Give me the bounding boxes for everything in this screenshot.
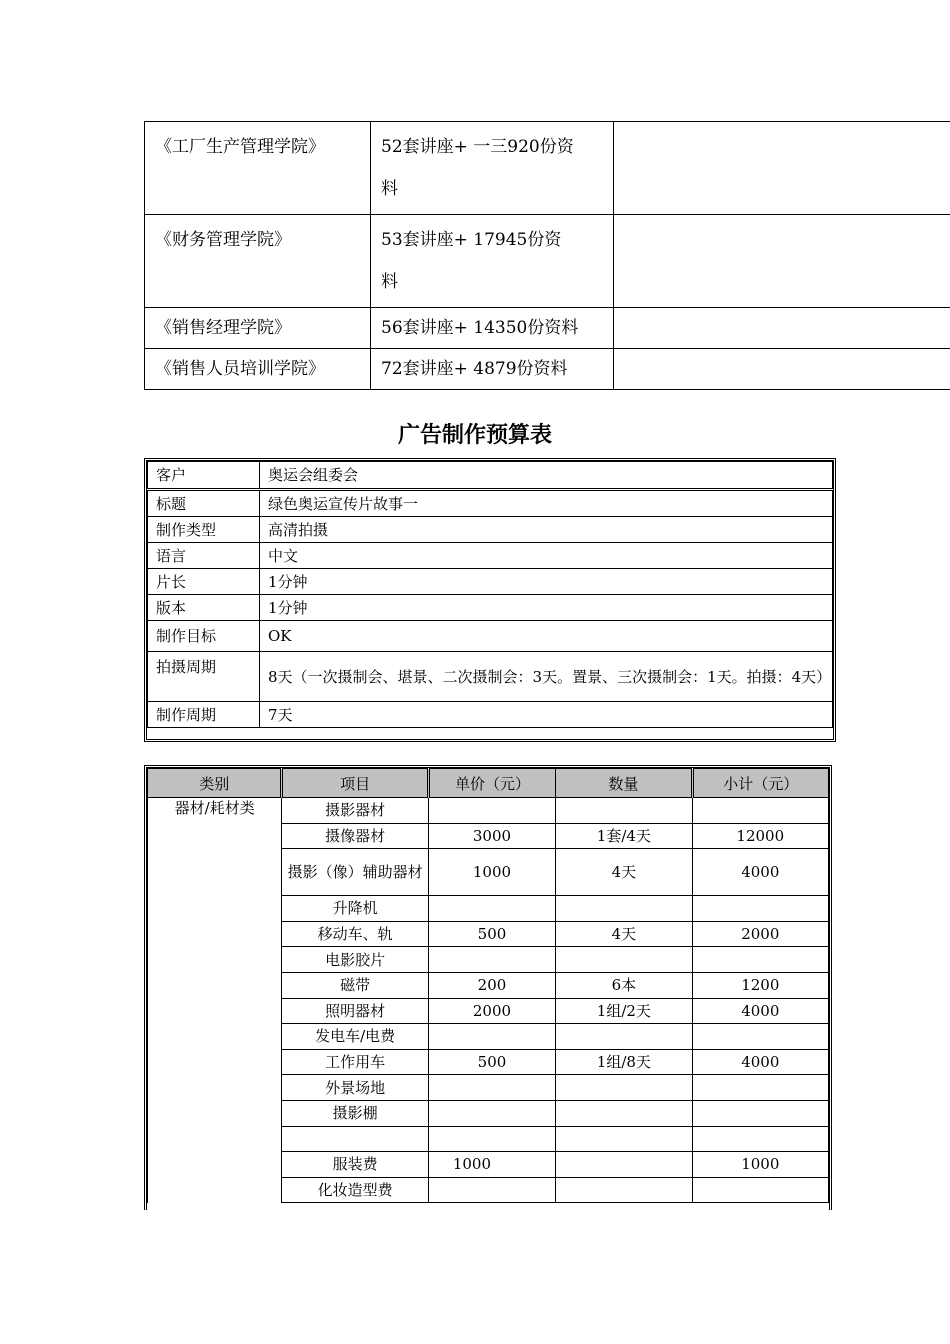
item-cell: 照明器材 xyxy=(282,998,428,1024)
table-row xyxy=(148,621,833,652)
quantity-cell xyxy=(556,1024,692,1050)
unit-price-cell xyxy=(428,1126,555,1152)
course-content: 72套讲座+ 4879份资料 xyxy=(371,349,614,390)
header-subtotal: 小计（元） xyxy=(692,769,828,798)
unit-price-cell: 1000 xyxy=(428,1152,555,1178)
course-name: 《销售经理学院》 xyxy=(145,308,371,349)
item-cell: 电影胶片 xyxy=(282,947,428,973)
budget-table-frame xyxy=(144,765,832,1210)
quantity-cell: 1套/4天 xyxy=(556,823,692,849)
length-value: 1分钟 xyxy=(260,569,833,595)
table-row xyxy=(148,798,829,824)
quantity-cell xyxy=(556,1100,692,1126)
subtotal-cell xyxy=(692,1126,828,1152)
subtotal-cell xyxy=(692,1100,828,1126)
budget-table xyxy=(147,768,829,1203)
unit-price-cell: 2000 xyxy=(428,998,555,1024)
quantity-cell xyxy=(556,947,692,973)
unit-price-cell xyxy=(428,1100,555,1126)
course-note xyxy=(614,349,950,390)
version-value: 1分钟 xyxy=(260,595,833,621)
course-content: 52套讲座+ 一三920份资 料 xyxy=(371,122,614,215)
production-cycle-label: 制作周期 xyxy=(148,702,260,728)
quantity-cell: 4天 xyxy=(556,849,692,896)
course-name: 《财务管理学院》 xyxy=(145,215,371,308)
unit-price-cell: 500 xyxy=(428,1049,555,1075)
type-label: 制作类型 xyxy=(148,517,260,543)
unit-price-cell xyxy=(428,1075,555,1101)
unit-price-cell: 200 xyxy=(428,972,555,998)
item-cell: 服装费 xyxy=(282,1152,428,1178)
quantity-cell xyxy=(556,896,692,922)
length-label: 片长 xyxy=(148,569,260,595)
title-value: 绿色奥运宣传片故事一 xyxy=(260,490,833,517)
table-row xyxy=(148,462,833,490)
quantity-cell: 6本 xyxy=(556,972,692,998)
client-label: 客户 xyxy=(148,462,260,490)
table-row xyxy=(148,517,833,543)
quantity-cell: 4天 xyxy=(556,921,692,947)
unit-price-cell xyxy=(428,947,555,973)
table-row xyxy=(145,122,950,215)
header-category: 类别 xyxy=(148,769,282,798)
table-row xyxy=(148,543,833,569)
unit-price-cell xyxy=(428,1177,555,1203)
subtotal-cell xyxy=(692,947,828,973)
header-unit-price: 单价（元） xyxy=(428,769,555,798)
unit-price-cell: 500 xyxy=(428,921,555,947)
page-title: 广告制作预算表 xyxy=(397,423,552,448)
subtotal-cell xyxy=(692,1177,828,1203)
subtotal-cell: 2000 xyxy=(692,921,828,947)
language-label: 语言 xyxy=(148,543,260,569)
shoot-period-label: 拍摄周期 xyxy=(148,652,260,702)
table-row xyxy=(148,702,833,728)
subtotal-cell xyxy=(692,798,828,824)
course-name: 《销售人员培训学院》 xyxy=(145,349,371,390)
course-note xyxy=(614,122,950,215)
item-cell: 外景场地 xyxy=(282,1075,428,1101)
table-row xyxy=(145,215,950,308)
item-cell: 工作用车 xyxy=(282,1049,428,1075)
subtotal-cell: 1000 xyxy=(692,1152,828,1178)
shoot-period-value: 8天（一次摄制会、堪景、二次摄制会：3天。置景、三次摄制会：1天。拍摄：4天） xyxy=(260,652,833,702)
header-item: 项目 xyxy=(282,769,428,798)
item-cell: 升降机 xyxy=(282,896,428,922)
subtotal-cell: 4000 xyxy=(692,1049,828,1075)
course-name: 《工厂生产管理学院》 xyxy=(145,122,371,215)
subtotal-cell: 4000 xyxy=(692,998,828,1024)
version-label: 版本 xyxy=(148,595,260,621)
goal-label: 制作目标 xyxy=(148,621,260,652)
item-cell: 摄影器材 xyxy=(282,798,428,824)
type-value: 高清拍摄 xyxy=(260,517,833,543)
quantity-cell xyxy=(556,1075,692,1101)
production-cycle-value: 7天 xyxy=(260,702,833,728)
course-table xyxy=(144,121,950,390)
category-cell: 器材/耗材类 xyxy=(148,798,282,1203)
table-row xyxy=(145,308,950,349)
header-quantity: 数量 xyxy=(556,769,692,798)
unit-price-cell: 1000 xyxy=(428,849,555,896)
table-header-row xyxy=(148,769,829,798)
item-cell: 摄影棚 xyxy=(282,1100,428,1126)
table-row xyxy=(148,490,833,517)
quantity-cell xyxy=(556,1152,692,1178)
quantity-cell: 1组/2天 xyxy=(556,998,692,1024)
title-label: 标题 xyxy=(148,490,260,517)
item-cell: 移动车、轨 xyxy=(282,921,428,947)
unit-price-cell: 3000 xyxy=(428,823,555,849)
subtotal-cell xyxy=(692,1024,828,1050)
course-note xyxy=(614,308,950,349)
table-row xyxy=(148,652,833,702)
course-content: 56套讲座+ 14350份资料 xyxy=(371,308,614,349)
item-cell: 发电车/电费 xyxy=(282,1024,428,1050)
subtotal-cell: 12000 xyxy=(692,823,828,849)
item-cell: 摄像器材 xyxy=(282,823,428,849)
language-value: 中文 xyxy=(260,543,833,569)
info-table-frame xyxy=(144,458,836,742)
subtotal-cell: 4000 xyxy=(692,849,828,896)
table-row xyxy=(148,595,833,621)
quantity-cell: 1组/8天 xyxy=(556,1049,692,1075)
quantity-cell xyxy=(556,1126,692,1152)
unit-price-cell xyxy=(428,896,555,922)
table-row xyxy=(145,349,950,390)
client-value: 奥运会组委会 xyxy=(260,462,833,490)
ad-info-table xyxy=(147,461,833,728)
item-cell: 摄影（像）辅助器材 xyxy=(282,849,428,896)
item-cell xyxy=(282,1126,428,1152)
subtotal-cell: 1200 xyxy=(692,972,828,998)
unit-price-cell xyxy=(428,1024,555,1050)
course-content: 53套讲座+ 17945份资 料 xyxy=(371,215,614,308)
unit-price-cell xyxy=(428,798,555,824)
quantity-cell xyxy=(556,798,692,824)
item-cell: 磁带 xyxy=(282,972,428,998)
table-row xyxy=(148,569,833,595)
subtotal-cell xyxy=(692,896,828,922)
goal-value: OK xyxy=(260,621,833,652)
item-cell: 化妆造型费 xyxy=(282,1177,428,1203)
subtotal-cell xyxy=(692,1075,828,1101)
course-note xyxy=(614,215,950,308)
quantity-cell xyxy=(556,1177,692,1203)
